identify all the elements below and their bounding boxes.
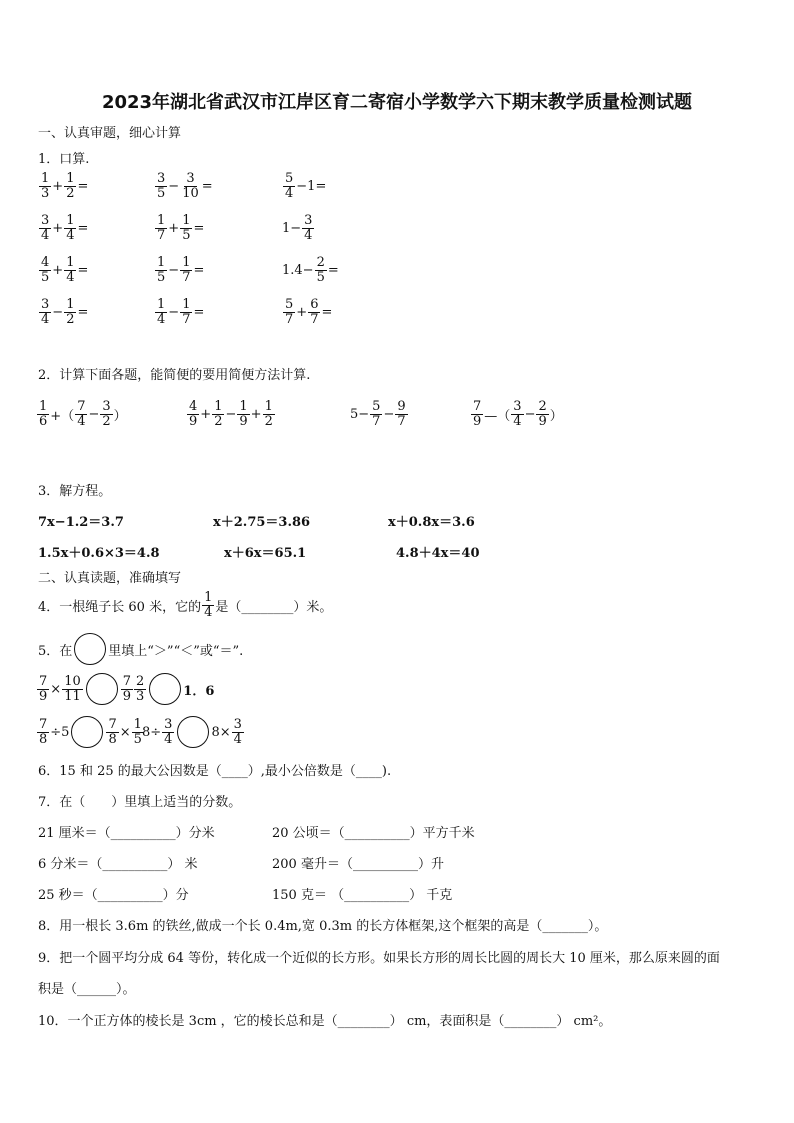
numerator: 3 bbox=[41, 297, 50, 312]
denominator: 7 bbox=[310, 311, 319, 327]
numerator: 7 bbox=[122, 673, 132, 689]
operator: ÷5 bbox=[50, 724, 70, 740]
fraction bbox=[370, 400, 382, 428]
oral-calc-item bbox=[38, 256, 88, 284]
answer-circle[interactable] bbox=[86, 673, 118, 705]
operator: + bbox=[168, 220, 180, 236]
fraction bbox=[155, 256, 167, 284]
fraction bbox=[536, 400, 548, 428]
q7-item-5: 25 秒＝（__________）分 bbox=[38, 888, 189, 903]
numerator: 1 bbox=[66, 171, 75, 186]
answer-circle[interactable] bbox=[177, 716, 209, 748]
denominator: 5 bbox=[157, 185, 166, 201]
numerator: 5 bbox=[285, 297, 294, 312]
denominator: 2 bbox=[66, 185, 75, 201]
numerator: 7 bbox=[39, 716, 48, 732]
numerator: 3 bbox=[164, 716, 173, 732]
equals-sign: = bbox=[193, 304, 205, 320]
numerator: 3 bbox=[513, 399, 522, 414]
section-1-heading: 一、认真审题，细心计算 bbox=[38, 126, 182, 141]
denominator: 4 bbox=[157, 311, 166, 327]
numerator: 1 bbox=[157, 297, 166, 312]
fraction bbox=[155, 214, 167, 242]
operator: × bbox=[50, 681, 62, 697]
operator: + bbox=[52, 220, 64, 236]
operator: 1.4− bbox=[282, 262, 314, 278]
q4-fraction bbox=[202, 591, 214, 619]
fraction bbox=[39, 256, 51, 284]
denominator: 4 bbox=[41, 227, 50, 243]
numerator: 3 bbox=[304, 213, 313, 228]
fraction bbox=[64, 298, 76, 326]
denominator: 7 bbox=[285, 311, 294, 327]
fraction bbox=[315, 256, 327, 284]
numerator: 1 bbox=[214, 399, 223, 414]
fraction bbox=[237, 400, 249, 428]
denominator: 4 bbox=[304, 227, 313, 243]
fraction bbox=[75, 400, 87, 428]
denominator: 8 bbox=[108, 731, 117, 747]
denominator: 9 bbox=[39, 688, 48, 704]
q2-expr-1 bbox=[36, 400, 127, 428]
operator: + bbox=[250, 406, 262, 422]
operator: 1− bbox=[282, 220, 302, 236]
compare-value: 1．6 bbox=[183, 683, 215, 699]
fraction bbox=[39, 214, 51, 242]
denominator: 5 bbox=[182, 227, 191, 243]
q4-text-pre: 4．一根绳子长 60 米，它的 bbox=[38, 599, 202, 615]
operator: ） bbox=[549, 408, 563, 424]
q5-text-post: 里填上“＞”“＜”或“＝”. bbox=[108, 643, 244, 659]
denominator: 4 bbox=[66, 269, 75, 285]
fraction bbox=[180, 214, 192, 242]
equation-6: 4.8＋4x＝40 bbox=[396, 546, 480, 561]
denominator: 8 bbox=[39, 731, 48, 747]
fraction bbox=[39, 298, 51, 326]
fraction bbox=[62, 675, 83, 703]
fraction bbox=[471, 400, 483, 428]
equals-sign: = bbox=[77, 220, 89, 236]
q5-text-pre: 5．在 bbox=[38, 643, 73, 659]
q9-line-2: 积是（______）。 bbox=[38, 982, 136, 997]
numerator: 7 bbox=[39, 673, 48, 689]
denominator: 4 bbox=[164, 731, 173, 747]
numerator: 3 bbox=[233, 716, 242, 732]
q2-expr-3 bbox=[350, 400, 409, 428]
q9-line-1: 9．把一个圆平均分成 64 等份，转化成一个近似的长方形。如果长方形的周长比圆的周长大 10 厘米，那么原来圆的面 bbox=[38, 951, 720, 966]
numerator: 1 bbox=[239, 399, 248, 414]
operator: + bbox=[52, 178, 64, 194]
equation-5: x＋6x＝65.1 bbox=[224, 546, 307, 561]
operator: − bbox=[383, 406, 395, 422]
numerator: 1 bbox=[39, 399, 48, 414]
numerator: 3 bbox=[41, 213, 50, 228]
numerator: 2 bbox=[316, 255, 325, 270]
oral-calc-item bbox=[154, 214, 204, 242]
oral-calc-item bbox=[282, 256, 339, 284]
fraction bbox=[155, 298, 167, 326]
operator: + bbox=[296, 304, 308, 320]
denominator: 2 bbox=[214, 413, 223, 429]
denominator: 7 bbox=[182, 311, 191, 327]
denominator: 9 bbox=[189, 413, 198, 429]
operator: − bbox=[168, 178, 180, 194]
equals-sign: = bbox=[315, 178, 327, 194]
numerator: 3 bbox=[157, 171, 166, 186]
fraction bbox=[308, 298, 320, 326]
q7-item-6: 150 克＝ （__________） 千克 bbox=[272, 888, 453, 903]
numerator: 1 bbox=[182, 213, 191, 228]
q5-item-4 bbox=[142, 716, 245, 748]
denominator: 6 bbox=[39, 413, 48, 429]
numerator: 1 bbox=[157, 255, 166, 270]
q2-expr-4 bbox=[470, 400, 563, 428]
fraction bbox=[232, 718, 244, 746]
q7-item-3: 6 分米＝（__________） 米 bbox=[38, 857, 198, 872]
page-title: 2023年湖北省武汉市江岸区育二寄宿小学数学六下期末教学质量检测试题 bbox=[101, 92, 693, 113]
fraction bbox=[187, 400, 199, 428]
denominator: 4 bbox=[41, 311, 50, 327]
oral-calc-item bbox=[38, 172, 88, 200]
fraction bbox=[511, 400, 523, 428]
denominator: 10 bbox=[182, 185, 199, 201]
denominator: 4 bbox=[285, 185, 294, 201]
fraction bbox=[64, 172, 76, 200]
numerator: 4 bbox=[189, 399, 198, 414]
q5-item-1 bbox=[36, 673, 134, 705]
q2-expr-2 bbox=[186, 400, 276, 428]
numerator: 5 bbox=[285, 171, 294, 186]
fraction bbox=[162, 718, 174, 746]
oral-calc-item bbox=[282, 298, 332, 326]
q5-item-2 bbox=[133, 673, 214, 705]
q8-question: 8．用一根长 3.6m 的铁丝,做成一个长 0.4m,宽 0.3m 的长方体框架,这个框架的高是（_______）。 bbox=[38, 919, 608, 934]
numerator: 3 bbox=[102, 399, 111, 414]
operator: × bbox=[119, 724, 131, 740]
operator: − bbox=[225, 406, 237, 422]
q2-label: 2．计算下面各题，能简便的要用简便方法计算. bbox=[38, 368, 311, 383]
operator: 5− bbox=[350, 406, 370, 422]
fraction bbox=[180, 256, 192, 284]
q7-item-1: 21 厘米＝（__________）分米 bbox=[38, 826, 215, 841]
equals-sign: = bbox=[77, 304, 89, 320]
operator: + bbox=[200, 406, 212, 422]
oral-calc-item bbox=[38, 298, 88, 326]
operator: 8× bbox=[211, 724, 231, 740]
numerator: 1 bbox=[133, 716, 142, 732]
fraction bbox=[134, 675, 146, 703]
denominator: 9 bbox=[538, 413, 547, 429]
answer-circle[interactable] bbox=[71, 716, 103, 748]
numerator: 1 bbox=[264, 399, 273, 414]
q6-question: 6．15 和 25 的最大公因数是（____）,最小公倍数是（____). bbox=[38, 764, 392, 779]
q4-frac-den: 4 bbox=[204, 604, 213, 620]
q7-item-4: 200 毫升＝（__________）升 bbox=[272, 857, 444, 872]
operator: +（ bbox=[50, 408, 75, 424]
operator: —（ bbox=[484, 408, 511, 424]
numerator: 1 bbox=[157, 213, 166, 228]
equation-1: 7x−1.2＝3.7 bbox=[38, 515, 124, 530]
equation-2: x＋2.75＝3.86 bbox=[213, 515, 311, 530]
operator: − bbox=[168, 262, 180, 278]
denominator: 4 bbox=[77, 413, 86, 429]
operator: + bbox=[52, 262, 64, 278]
numerator: 1 bbox=[41, 171, 50, 186]
compare-circle bbox=[74, 633, 106, 665]
numerator: 1 bbox=[182, 255, 191, 270]
fraction bbox=[100, 400, 112, 428]
denominator: 7 bbox=[182, 269, 191, 285]
fraction bbox=[180, 298, 192, 326]
denominator: 4 bbox=[513, 413, 522, 429]
fraction bbox=[39, 172, 51, 200]
numerator: 1 bbox=[66, 213, 75, 228]
fraction bbox=[283, 298, 295, 326]
denominator: 11 bbox=[64, 688, 81, 704]
denominator: 2 bbox=[264, 413, 273, 429]
denominator: 2 bbox=[102, 413, 111, 429]
q1-label: 1．口算. bbox=[38, 152, 90, 167]
numerator: 4 bbox=[41, 255, 50, 270]
equals-sign: = bbox=[77, 178, 89, 194]
fraction bbox=[64, 214, 76, 242]
numerator: 3 bbox=[186, 171, 195, 186]
fraction bbox=[64, 256, 76, 284]
fraction bbox=[155, 172, 167, 200]
fraction bbox=[37, 675, 49, 703]
operator: 8÷ bbox=[142, 724, 162, 740]
q4-text-post: 是（________）米。 bbox=[215, 599, 333, 615]
equation-3: x＋0.8x＝3.6 bbox=[388, 515, 475, 530]
denominator: 7 bbox=[372, 413, 381, 429]
fraction bbox=[302, 214, 314, 242]
equals-sign: = bbox=[77, 262, 89, 278]
fraction bbox=[106, 718, 118, 746]
numerator: 1 bbox=[66, 297, 75, 312]
equals-sign: = bbox=[193, 220, 205, 236]
denominator: 9 bbox=[473, 413, 482, 429]
numerator: 7 bbox=[77, 399, 86, 414]
q7-item-2: 20 公顷＝（__________）平方千米 bbox=[272, 826, 475, 841]
operator: − bbox=[88, 406, 100, 422]
equals-sign: = bbox=[193, 262, 205, 278]
fraction bbox=[37, 400, 49, 428]
oral-calc-item bbox=[38, 214, 88, 242]
oral-calc-item bbox=[154, 172, 213, 200]
equation-4: 1.5x＋0.6×3＝4.8 bbox=[38, 546, 160, 561]
equals-sign: = bbox=[201, 178, 213, 194]
q5-instruction bbox=[38, 633, 243, 665]
operator: − bbox=[52, 304, 64, 320]
numerator: 5 bbox=[372, 399, 381, 414]
denominator: 5 bbox=[41, 269, 50, 285]
equals-sign: = bbox=[327, 262, 339, 278]
denominator: 5 bbox=[157, 269, 166, 285]
fraction bbox=[395, 400, 407, 428]
q5-item-3 bbox=[36, 716, 145, 748]
denominator: 9 bbox=[239, 413, 248, 429]
numerator: 10 bbox=[64, 673, 81, 689]
denominator: 4 bbox=[233, 731, 242, 747]
oral-calc-item bbox=[154, 256, 204, 284]
denominator: 3 bbox=[136, 688, 145, 704]
q3-label: 3．解方程。 bbox=[38, 484, 112, 499]
numerator: 1 bbox=[182, 297, 191, 312]
q4-question bbox=[38, 591, 332, 619]
q7-label: 7．在（ ）里填上适当的分数。 bbox=[38, 795, 242, 810]
denominator: 7 bbox=[157, 227, 166, 243]
denominator: 5 bbox=[133, 731, 142, 747]
denominator: 3 bbox=[41, 185, 50, 201]
numerator: 1 bbox=[66, 255, 75, 270]
q10-question: 10．一个正方体的棱长是 3cm ，它的棱长总和是（________） cm，表面积是（________） cm²。 bbox=[38, 1014, 612, 1029]
operator: ） bbox=[113, 408, 127, 424]
denominator: 4 bbox=[66, 227, 75, 243]
oral-calc-item bbox=[282, 214, 315, 242]
numerator: 6 bbox=[310, 297, 319, 312]
oral-calc-item bbox=[282, 172, 326, 200]
numerator: 2 bbox=[538, 399, 547, 414]
q4-frac-num: 1 bbox=[204, 590, 213, 605]
answer-circle[interactable] bbox=[149, 673, 181, 705]
oral-calc-item bbox=[154, 298, 204, 326]
numerator: 7 bbox=[108, 716, 117, 732]
operator: −1 bbox=[296, 178, 316, 194]
operator: − bbox=[524, 406, 536, 422]
numerator: 2 bbox=[136, 673, 145, 689]
denominator: 7 bbox=[397, 413, 406, 429]
fraction bbox=[121, 675, 133, 703]
fraction bbox=[180, 172, 201, 200]
numerator: 7 bbox=[473, 399, 482, 414]
equals-sign: = bbox=[321, 304, 333, 320]
denominator: 2 bbox=[66, 311, 75, 327]
denominator: 5 bbox=[316, 269, 325, 285]
numerator: 9 bbox=[397, 399, 406, 414]
fraction bbox=[37, 718, 49, 746]
fraction bbox=[263, 400, 275, 428]
fraction bbox=[212, 400, 224, 428]
fraction bbox=[283, 172, 295, 200]
operator: − bbox=[168, 304, 180, 320]
section-2-heading: 二、认真读题，准确填写 bbox=[38, 571, 182, 586]
denominator: 9 bbox=[122, 688, 132, 704]
